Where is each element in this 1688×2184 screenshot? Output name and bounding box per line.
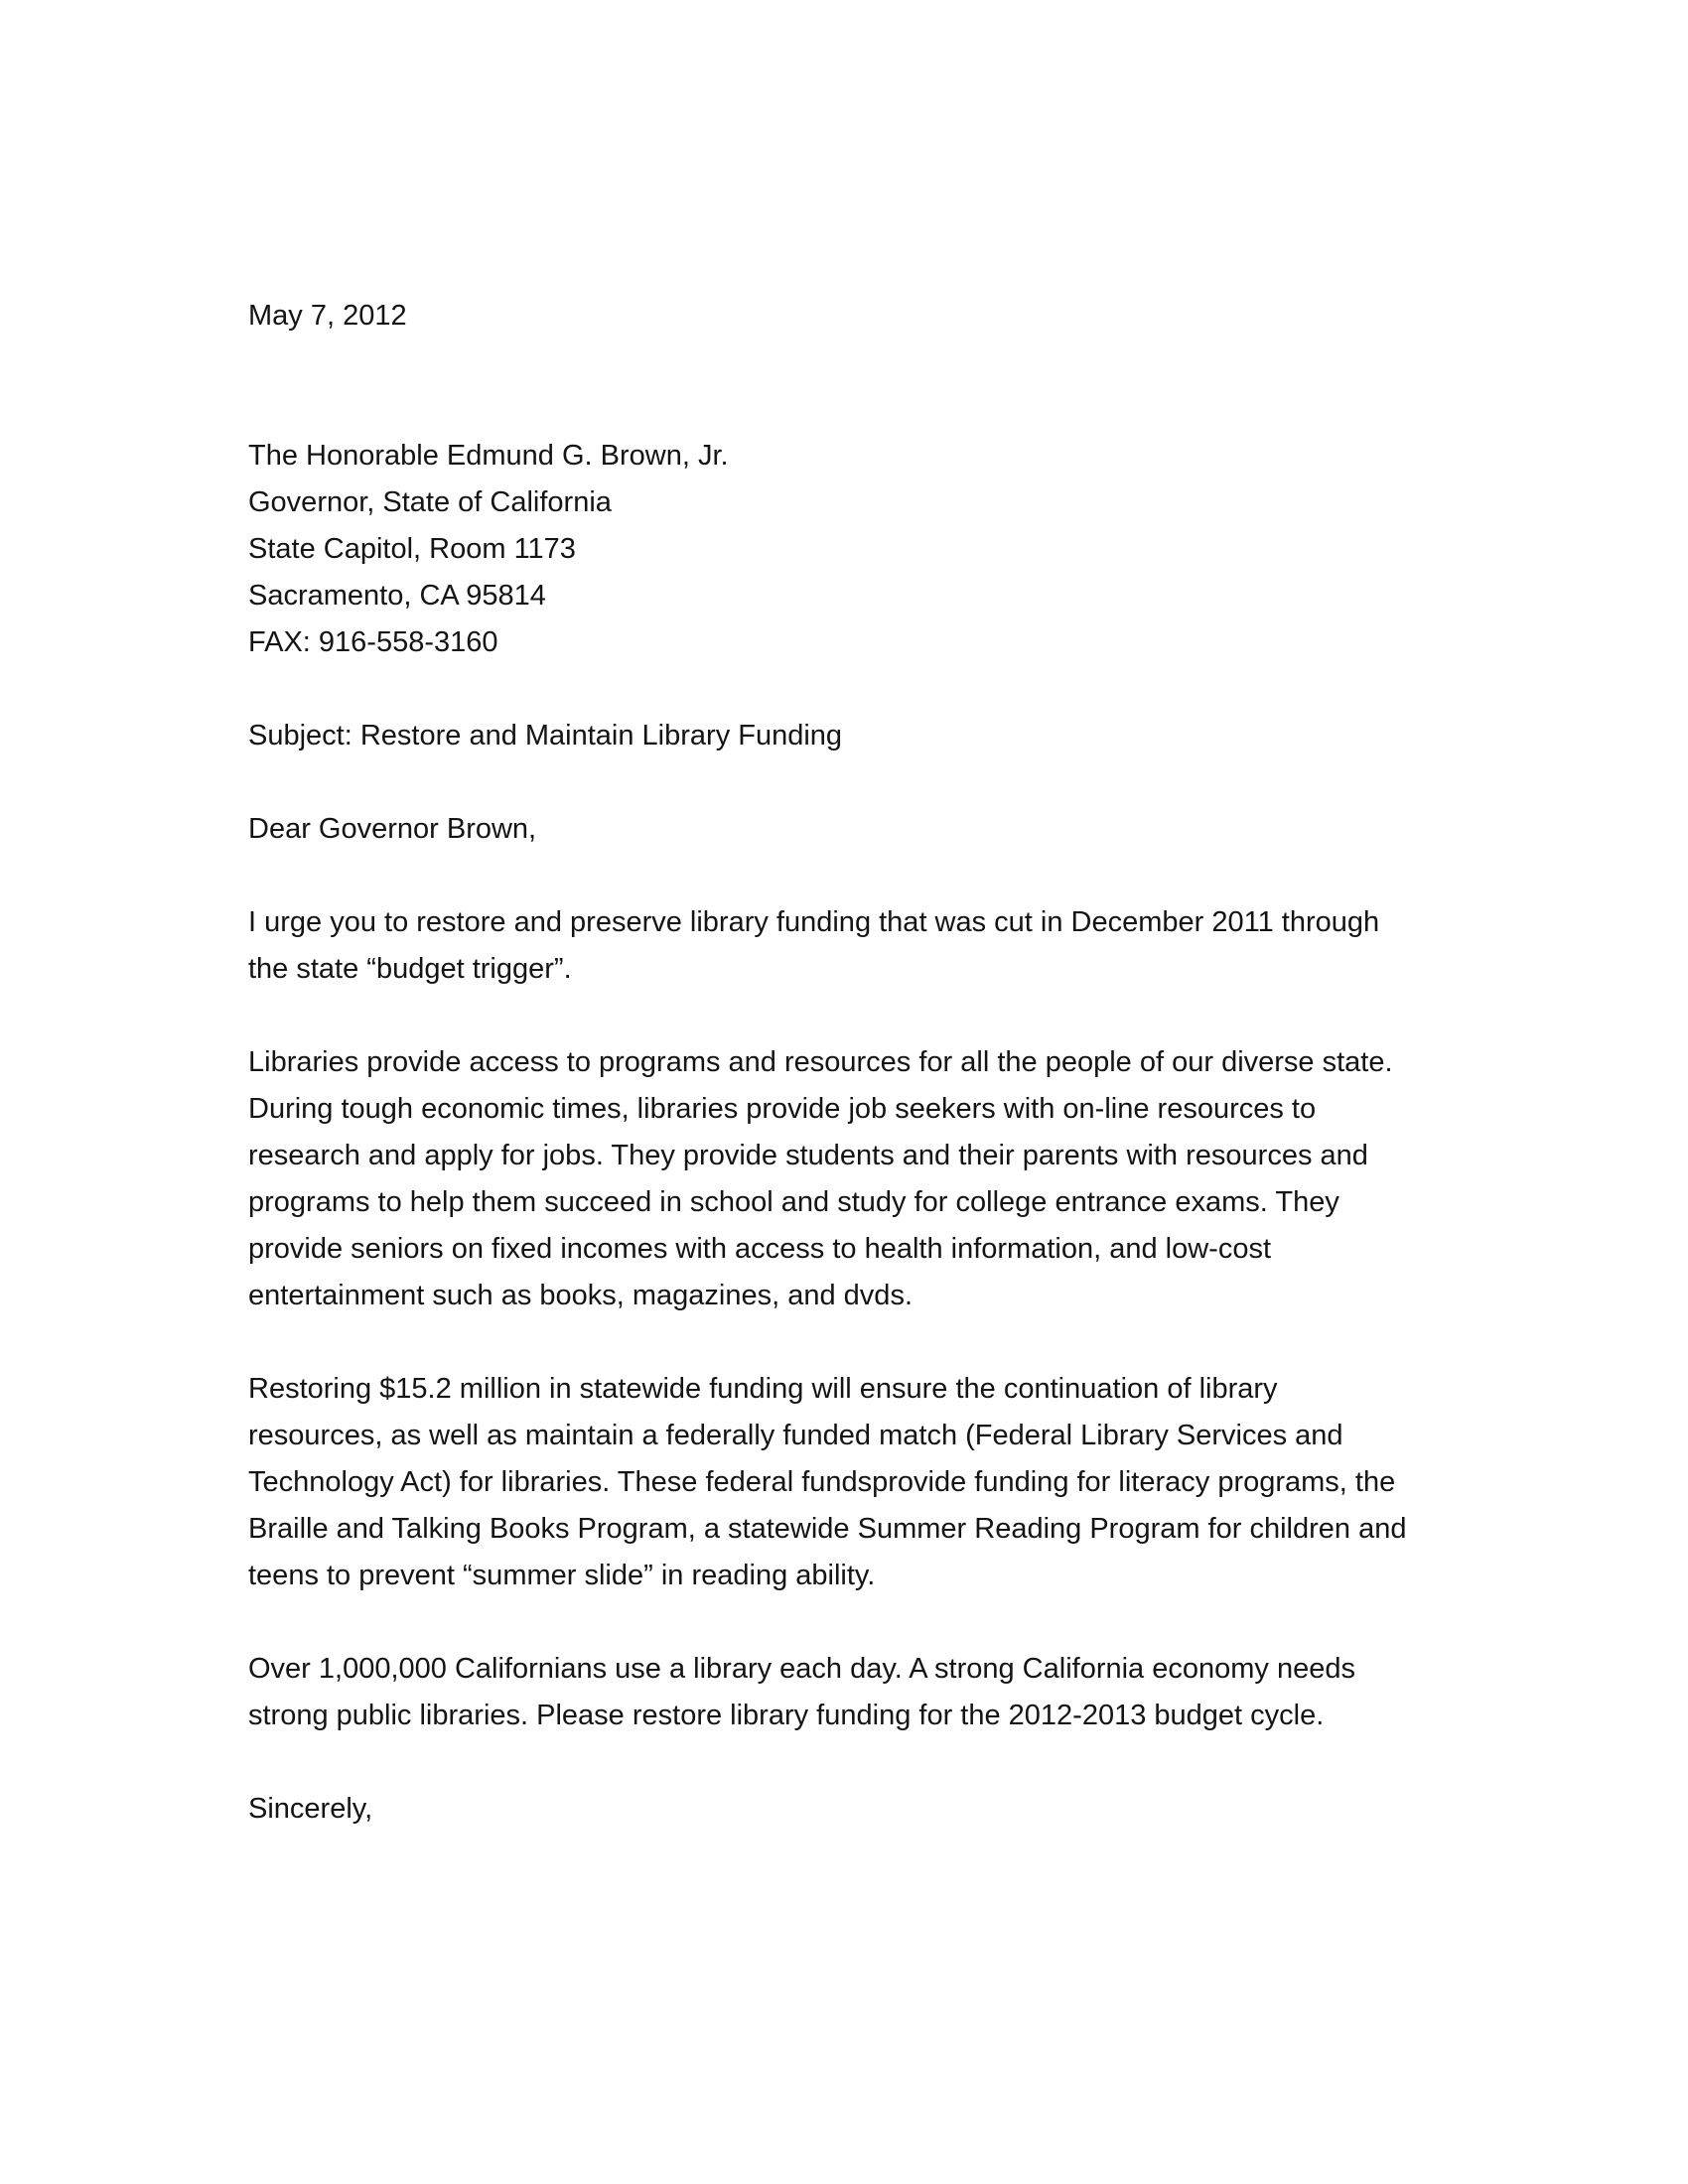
paragraph-line: Libraries provide access to programs and resources for all the people of our diverse state. [248, 1046, 1393, 1078]
paragraph-line: research and apply for jobs. They provide students and their parents with resources and [248, 1140, 1368, 1171]
paragraph-restore-request [248, 899, 1499, 993]
paragraph-line: Over 1,000,000 Californians use a library each day. A strong California economy needs [248, 1653, 1355, 1685]
paragraph-line: programs to help them succeed in school and study for college entrance exams. They [248, 1186, 1339, 1218]
recipient-fax: FAX: 916-558-3160 [248, 626, 498, 658]
paragraph-line: During tough economic times, libraries provide job seekers with on-line resources to [248, 1093, 1317, 1125]
letter-subject: Subject: Restore and Maintain Library Funding [248, 720, 843, 751]
paragraph-line: Technology Act) for libraries. These federal fundsprovide funding for literacy programs, the [248, 1466, 1396, 1498]
paragraph-closing-appeal [248, 1646, 1499, 1739]
paragraph-line: provide seniors on fixed incomes with access to health information, and low-cost [248, 1233, 1272, 1265]
recipient-address-block [248, 433, 1499, 666]
recipient-address-line: State Capitol, Room 1173 [248, 533, 576, 565]
recipient-city-state-zip: Sacramento, CA 95814 [248, 580, 546, 612]
paragraph-library-access [248, 1039, 1499, 1319]
letter-date: May 7, 2012 [248, 300, 407, 332]
paragraph-line: I urge you to restore and preserve library funding that was cut in December 2011 through [248, 906, 1380, 938]
paragraph-line: Restoring $15.2 million in statewide funding will ensure the continuation of library [248, 1373, 1278, 1405]
paragraph-funding-restoration [248, 1366, 1499, 1599]
paragraph-line: the state “budget trigger”. [248, 953, 572, 985]
letter-closing: Sincerely, [248, 1793, 373, 1825]
recipient-name: The Honorable Edmund G. Brown, Jr. [248, 440, 729, 472]
letter-salutation: Dear Governor Brown, [248, 813, 537, 845]
paragraph-line: teens to prevent “summer slide” in reading ability. [248, 1560, 876, 1591]
letter-body [248, 293, 1499, 1833]
paragraph-line: entertainment such as books, magazines, and dvds. [248, 1280, 913, 1311]
paragraph-line: resources, as well as maintain a federally funded match (Federal Library Services and [248, 1420, 1343, 1451]
recipient-title: Governor, State of California [248, 486, 612, 518]
paragraph-line: Braille and Talking Books Program, a statewide Summer Reading Program for children and [248, 1513, 1407, 1545]
paragraph-line: strong public libraries. Please restore library funding for the 2012-2013 budget cycle. [248, 1700, 1325, 1731]
